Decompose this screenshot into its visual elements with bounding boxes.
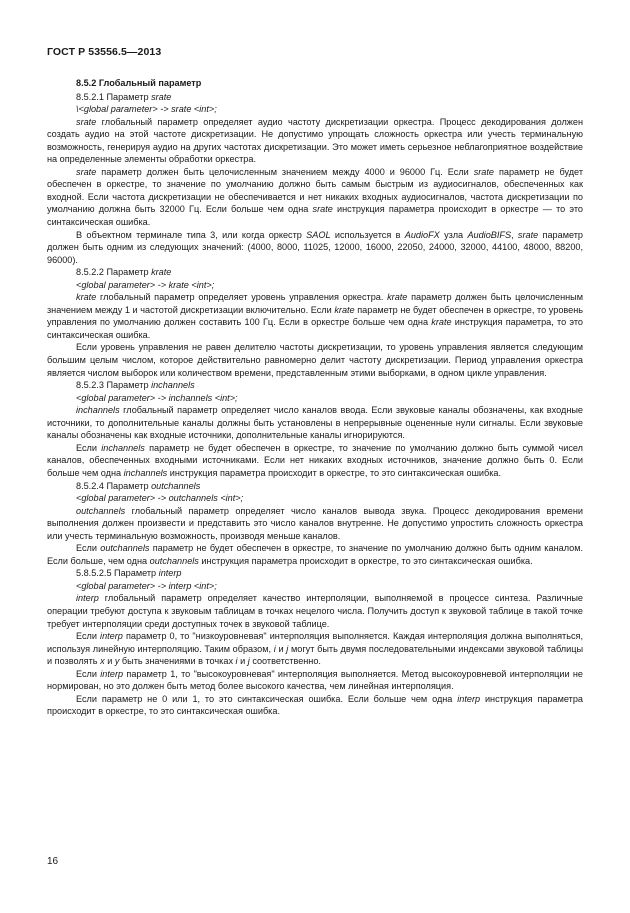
text-run: и bbox=[275, 643, 287, 654]
text-run: инструкция параметра, то это синтаксическая ошибка. bbox=[47, 317, 583, 340]
text-run: инструкция параметра происходит в оркестре, то это синтаксическая ошибка. bbox=[198, 555, 533, 566]
text-run: Если bbox=[76, 442, 102, 453]
document-body bbox=[47, 77, 583, 718]
italic-term: y bbox=[114, 656, 120, 667]
italic-term: interp bbox=[158, 568, 182, 579]
italic-term: AudioFX bbox=[404, 229, 440, 240]
text-run: инструкция параметра происходит в оркестре — то это синтаксическая ошибка. bbox=[47, 204, 583, 228]
italic-term: srate bbox=[517, 229, 539, 240]
italic-term: inchannels bbox=[76, 405, 120, 416]
text-run: глобальный параметр определяет аудио частоту дискретизации оркестра. Процесс декодирования должен создать аудио на этой частоте дискретизации. Не допустимо упрощать сложность оркестра или учесть терминальную возможность, генерируя аудио на других частотах дискретизации. Это может иметь серьезное неблагоприятное воздействие на определенные элементы обработки оркестра. bbox=[47, 116, 583, 165]
paragraph bbox=[47, 492, 583, 505]
text-run: соответственно. bbox=[249, 656, 321, 667]
text-run: В объектном терминале типа 3, или когда оркестр bbox=[76, 229, 307, 240]
paragraph bbox=[47, 592, 583, 630]
text-run: используется в bbox=[330, 229, 405, 240]
italic-term: inchannels bbox=[151, 380, 195, 391]
italic-term: <global parameter> -> outchannels <int>; bbox=[76, 493, 244, 504]
italic-term: i bbox=[273, 643, 276, 654]
italic-term: krate bbox=[387, 292, 408, 303]
paragraph bbox=[47, 567, 583, 580]
italic-term: srate bbox=[76, 166, 97, 177]
text-run: Если уровень управления не равен делителю частоты дискретизации, то уровень управления является следующим большим целым числом, которое действительно равномерно делит частоту дискретизации. Период управления оркестра является числом выборок или количеством времени, представленным этими выборками, в одном цикле управления. bbox=[47, 342, 583, 378]
paragraph bbox=[47, 116, 583, 166]
text-run: 8.5.2.4 Параметр bbox=[76, 480, 152, 491]
text-run: могут быть двумя последовательными индексами звуковой таблицы и позволять bbox=[47, 643, 584, 667]
text-run: параметр не будет обеспечен в оркестре, то уровень управления по умолчанию должен составить 100 Гц. Если в оркестре больше чем одна bbox=[47, 304, 584, 328]
paragraph bbox=[47, 392, 583, 405]
italic-term: outchannels bbox=[100, 543, 150, 554]
text-run: инструкция параметра происходит в оркестре, то это синтаксическая ошибка. bbox=[167, 467, 502, 478]
text-run: и bbox=[104, 656, 115, 667]
text-run: Если bbox=[76, 543, 101, 554]
paragraph bbox=[47, 480, 583, 493]
italic-term: srate bbox=[76, 116, 97, 127]
paragraph bbox=[47, 229, 583, 267]
text-run: 5.8.5.2.5 Параметр bbox=[76, 568, 159, 579]
italic-term: interp bbox=[457, 693, 481, 704]
paragraph bbox=[47, 77, 583, 90]
italic-term: krate bbox=[151, 267, 172, 278]
paragraph bbox=[47, 379, 583, 392]
text-run: глобальный параметр определяет качество интерполяции, выполняемой в процессе синтеза. Различные операции требуют доступа к звуковым таблицам в точках нецелого числа. Получить доступ к звуковой таблице в такой точке требует интерполяции среди доступных точек в звуковой таблице. bbox=[47, 593, 583, 629]
text-run: параметр должен быть одним из следующих значений: (4000, 8000, 11025, 12000, 16000, 22050, 24000, 32000, 44100, 48000, 88200, 96000). bbox=[47, 229, 583, 265]
paragraph bbox=[47, 291, 583, 341]
italic-term: outchannels bbox=[149, 555, 199, 566]
paragraph bbox=[47, 630, 583, 668]
italic-term: <global parameter> -> krate <int>; bbox=[76, 279, 215, 290]
text-run: глобальный параметр определяет уровень управления оркестра. bbox=[96, 292, 388, 303]
paragraph bbox=[47, 404, 583, 442]
text-run: быть значениями в точках bbox=[119, 656, 236, 667]
italic-term: i bbox=[235, 656, 238, 667]
italic-term: krate bbox=[76, 292, 97, 303]
paragraph bbox=[47, 341, 583, 379]
text-run: параметр должен быть целочисленным значением между 4000 и 96000 Гц. Если bbox=[96, 166, 474, 177]
text-run: инструкция параметра происходит в оркестре, то это синтаксическая ошибка. bbox=[47, 693, 584, 717]
text-run: глобальный параметр определяет число каналов ввода. Если звуковые каналы обозначены, как входные источники, то дополнительные каналы должны быть установлены в непрерывные оцененные нули сигналы. Если звуковые каналы обозначены как входные источники, дополнительные каналы игнорируются. bbox=[47, 405, 583, 441]
paragraph bbox=[47, 166, 583, 229]
text-run: 8.5.2.2 Параметр bbox=[76, 267, 152, 278]
paragraph bbox=[47, 542, 583, 567]
italic-term: srate bbox=[312, 204, 333, 215]
text-run: параметр не будет обеспечен в оркестре, то значение по умолчанию должно быть самым быстрым из аудиосигналов, обеспеченных как входной. Если частота дискретизации не обеспечивается и нет никаких входных аудиосигналов, частота дискретизации по умолчанию должна быть 32000 Гц. Если больше чем одна bbox=[47, 166, 584, 215]
italic-term: krate bbox=[431, 317, 452, 328]
italic-term: inchannels bbox=[123, 467, 168, 478]
text-run: Если параметр не 0 или 1, то это синтаксическая ошибка. Если больше чем одна bbox=[76, 693, 458, 704]
italic-term: \<global parameter> -> srate <int>; bbox=[76, 104, 217, 115]
text-run: глобальный параметр определяет число каналов вывода звука. Процесс декодирования времени выполнения должен произвести и представить это число каналов внутренне. Не допустимо упростить сложность оркестра или учесть терминальную возможность, производя меньше каналов. bbox=[47, 505, 583, 541]
italic-term: j bbox=[286, 643, 289, 654]
italic-term: interp bbox=[76, 593, 99, 604]
text-run: параметр не будет обеспечен в оркестре, то значение по умолчанию должно быть одним каналом. Если больше, чем одна bbox=[47, 543, 583, 566]
text-run: Если bbox=[76, 631, 101, 642]
text-run: 8.5.2.1 Параметр bbox=[76, 91, 152, 102]
paragraph bbox=[47, 442, 583, 480]
italic-term: interp bbox=[100, 631, 123, 642]
text-run: Если bbox=[76, 668, 101, 679]
italic-term: krate bbox=[334, 304, 355, 315]
text-run: параметр 0, то "низкоуровневая" интерполяция выполняется. Каждая интерполяция должна выполняться, используя линейную интерполяцию. Таким образом, bbox=[47, 631, 583, 654]
paragraph bbox=[47, 91, 583, 104]
italic-term: srate bbox=[473, 166, 494, 177]
paragraph bbox=[47, 580, 583, 593]
text-run: узла bbox=[439, 229, 468, 240]
italic-term: interp bbox=[100, 668, 124, 679]
paragraph bbox=[47, 103, 583, 116]
italic-term: j bbox=[247, 656, 250, 667]
italic-term: outchannels bbox=[151, 480, 201, 491]
text-run: параметр должен быть целочисленным значением между 1 и частотой дискретизации включительно. Если bbox=[47, 292, 583, 315]
italic-term: <global parameter> -> interp <int>; bbox=[76, 580, 217, 591]
text-run: 8.5.2 Глобальный параметр bbox=[76, 78, 202, 88]
document-header: ГОСТ Р 53556.5—2013 bbox=[47, 46, 162, 58]
italic-term: srate bbox=[151, 91, 172, 102]
text-run: параметр 1, то "высокоуровневая" интерполяция выполняется. Метод высокоуровневой интерполяции не нормирован, но это должен быть метод более высокого качества, чем линейная интерполяция. bbox=[47, 668, 583, 692]
text-run: параметр не будет обеспечен в оркестре, то значение по умолчанию должно быть суммой чисел каналов, обеспеченных входными источниками. Если нет никаких входных источников, значение должно быть 0. Если больше чем одна bbox=[47, 442, 583, 478]
italic-term: AudioBIFS bbox=[467, 229, 512, 240]
paragraph bbox=[47, 279, 583, 292]
text-run: , bbox=[511, 229, 518, 240]
italic-term: inchannels bbox=[101, 442, 145, 453]
paragraph bbox=[47, 266, 583, 279]
text-run: 8.5.2.3 Параметр bbox=[76, 380, 152, 391]
italic-term: x bbox=[100, 656, 105, 667]
paragraph bbox=[47, 693, 583, 718]
page-number: 16 bbox=[47, 856, 59, 867]
paragraph bbox=[47, 668, 583, 693]
italic-term: SAOL bbox=[306, 229, 331, 240]
text-run: и bbox=[237, 656, 248, 667]
italic-term: <global parameter> -> inchannels <int>; bbox=[76, 392, 238, 403]
italic-term: outchannels bbox=[76, 505, 126, 516]
paragraph bbox=[47, 505, 583, 543]
